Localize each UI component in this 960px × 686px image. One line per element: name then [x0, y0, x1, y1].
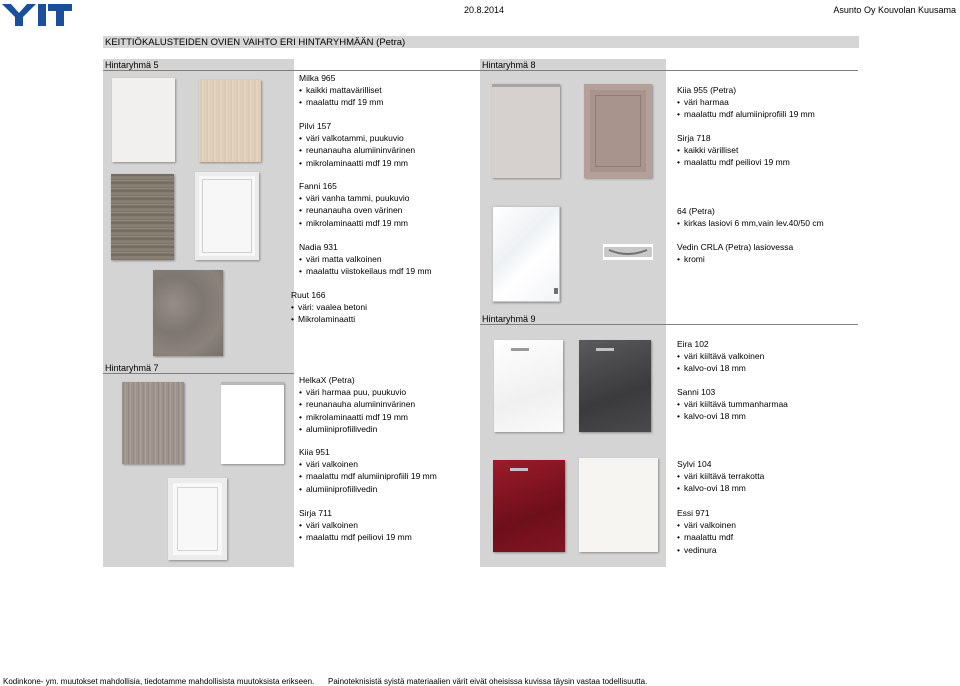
- document-date: 20.8.2014: [464, 5, 505, 15]
- yit-logo: [2, 4, 72, 26]
- swatch-sylvi-104: [493, 460, 565, 552]
- group-rule-9: [666, 324, 858, 325]
- product-fanni-165: [299, 180, 409, 229]
- product-spec: • väri valkotammi, puukuvio: [299, 132, 415, 144]
- product-name: Eira 102: [677, 339, 709, 349]
- product-spec: • väri valkoinen: [299, 519, 412, 531]
- product-spec: • maalattu viistokeilaus mdf 19 mm: [299, 265, 432, 277]
- product-spec: • väri: vaalea betoni: [291, 301, 367, 313]
- product-nadia-931: [299, 241, 432, 278]
- product-name: Sylvi 104: [677, 459, 712, 469]
- product-spec: • maalattu mdf: [677, 531, 736, 543]
- product-name: Vedin CRLA (Petra) lasiovessa: [677, 242, 794, 252]
- swatch-64-glass-door: [492, 206, 560, 302]
- group-header-9: Hintaryhmä 9: [480, 313, 666, 325]
- group-rule-8: [666, 70, 858, 71]
- product-name: Pilvi 157: [299, 121, 332, 131]
- product-spec: • väri kiiltävä valkoinen: [677, 350, 764, 362]
- footer-note-changes: Kodinkone- ym. muutokset mahdollisia, tiedotamme mahdollisista muutoksista erikseen.: [3, 677, 315, 686]
- swatch-helkax: [122, 382, 184, 464]
- chrome-handle-icon: [603, 244, 653, 260]
- product-spec: • mikrolaminaatti mdf 19 mm: [299, 217, 409, 229]
- product-ruut-166: [291, 289, 367, 326]
- product-spec: • väri harmaa puu, puukuvio: [299, 386, 415, 398]
- product-name: Kiia 951: [299, 447, 330, 457]
- product-spec: • reunanauha alumiininvärinen: [299, 398, 415, 410]
- product-milka-965: [299, 72, 383, 109]
- product-spec: • Mikrolaminaatti: [291, 313, 367, 325]
- company-name: Asunto Oy Kouvolan Kuusama: [833, 5, 956, 15]
- eira-handle-icon: [511, 348, 529, 351]
- product-spec: • väri kiiltävä tummanharmaa: [677, 398, 788, 410]
- product-sirja-718: [677, 132, 790, 169]
- swatch-kiia-955: [492, 84, 560, 178]
- group-header-5: Hintaryhmä 5: [103, 59, 294, 71]
- product-spec: • reunanauha oven värinen: [299, 204, 409, 216]
- product-name: Ruut 166: [291, 290, 326, 300]
- product-spec: • kromi: [677, 253, 793, 265]
- product-helkax: [299, 374, 415, 435]
- product-name: Nadia 931: [299, 242, 338, 252]
- product-sanni-103: [677, 386, 788, 423]
- swatch-fanni-165: [111, 174, 174, 260]
- swatch-sirja-718: [584, 84, 652, 178]
- page-title: KEITTIÖKALUSTEIDEN OVIEN VAIHTO ERI HINTARYHMÄÄN (Petra): [105, 37, 406, 48]
- product-name: Sirja 711: [299, 508, 332, 518]
- product-64-petra: [677, 205, 824, 229]
- product-name: Milka 965: [299, 73, 336, 83]
- product-spec: • maalattu mdf peiliovi 19 mm: [299, 531, 412, 543]
- product-spec: • reunanauha alumiininvärinen: [299, 144, 415, 156]
- product-spec: • kalvo-ovi 18 mm: [677, 482, 764, 494]
- product-eira-102: [677, 338, 764, 375]
- product-spec: • väri kiiltävä terrakotta: [677, 470, 764, 482]
- swatch-essi-971: [579, 458, 658, 552]
- swatch-kiia-951: [221, 382, 284, 464]
- footer-note-colors: Painoteknisistä syistä materiaalien värit eivät oheisissa kuvissa täysin vastaa todellisuutta.: [328, 677, 648, 686]
- product-spec: • alumiiniprofiilivedin: [299, 483, 437, 495]
- product-spec: • kirkas lasiovi 6 mm,vain lev.40/50 cm: [677, 217, 824, 229]
- product-spec: • kalvo-ovi 18 mm: [677, 362, 764, 374]
- swatch-nadia-931: [195, 172, 259, 260]
- swatch-sirja-711: [168, 478, 227, 560]
- product-spec: • kalvo-ovi 18 mm: [677, 410, 788, 422]
- product-kiia-955: [677, 84, 815, 121]
- product-sirja-711: [299, 507, 412, 544]
- product-name: 64 (Petra): [677, 206, 715, 216]
- product-spec: • maalattu mdf alumiiniprofiili 19 mm: [677, 108, 815, 120]
- product-spec: • väri valkoinen: [677, 519, 736, 531]
- swatch-pilvi-157: [199, 80, 261, 162]
- product-spec: • maalattu mdf peiliovi 19 mm: [677, 156, 790, 168]
- product-spec: • alumiiniprofiilivedin: [299, 423, 415, 435]
- product-vedin-crla: [677, 241, 793, 265]
- product-name: Sanni 103: [677, 387, 716, 397]
- product-spec: • väri valkoinen: [299, 458, 437, 470]
- product-spec: • kaikki mattavärilliset: [299, 84, 383, 96]
- product-name: Fanni 165: [299, 181, 337, 191]
- group-header-8: Hintaryhmä 8: [480, 59, 666, 71]
- product-name: Sirja 718: [677, 133, 711, 143]
- swatch-sanni-103: [579, 340, 651, 432]
- group-rule-5: [294, 70, 480, 71]
- product-spec: • väri harmaa: [677, 96, 815, 108]
- product-spec: • vedinura: [677, 544, 736, 556]
- product-spec: • kaikki värilliset: [677, 144, 790, 156]
- product-spec: • mikrolaminaatti mdf 19 mm: [299, 411, 415, 423]
- sylvi-handle-icon: [510, 468, 528, 471]
- product-spec: • väri vanha tammi, puukuvio: [299, 192, 409, 204]
- swatch-ruut-166: [153, 270, 223, 356]
- product-name: Kiia 955 (Petra): [677, 85, 737, 95]
- product-spec: • maalattu mdf alumiiniprofiili 19 mm: [299, 470, 437, 482]
- sanni-handle-icon: [596, 348, 614, 351]
- swatch-vedin-crla-handle: [603, 244, 653, 260]
- swatch-milka-965: [112, 78, 175, 162]
- product-spec: • maalattu mdf 19 mm: [299, 96, 383, 108]
- product-pilvi-157: [299, 120, 415, 169]
- product-kiia-951: [299, 446, 437, 495]
- product-name: Essi 971: [677, 508, 710, 518]
- group-header-7: Hintaryhmä 7: [103, 362, 294, 374]
- product-essi-971: [677, 507, 736, 556]
- glass-door-hinge-icon: [554, 288, 558, 294]
- product-sylvi-104: [677, 458, 764, 495]
- product-spec: • väri matta valkoinen: [299, 253, 432, 265]
- swatch-eira-102: [494, 340, 563, 432]
- product-spec: • mikrolaminaatti mdf 19 mm: [299, 157, 415, 169]
- product-name: HelkaX (Petra): [299, 375, 355, 385]
